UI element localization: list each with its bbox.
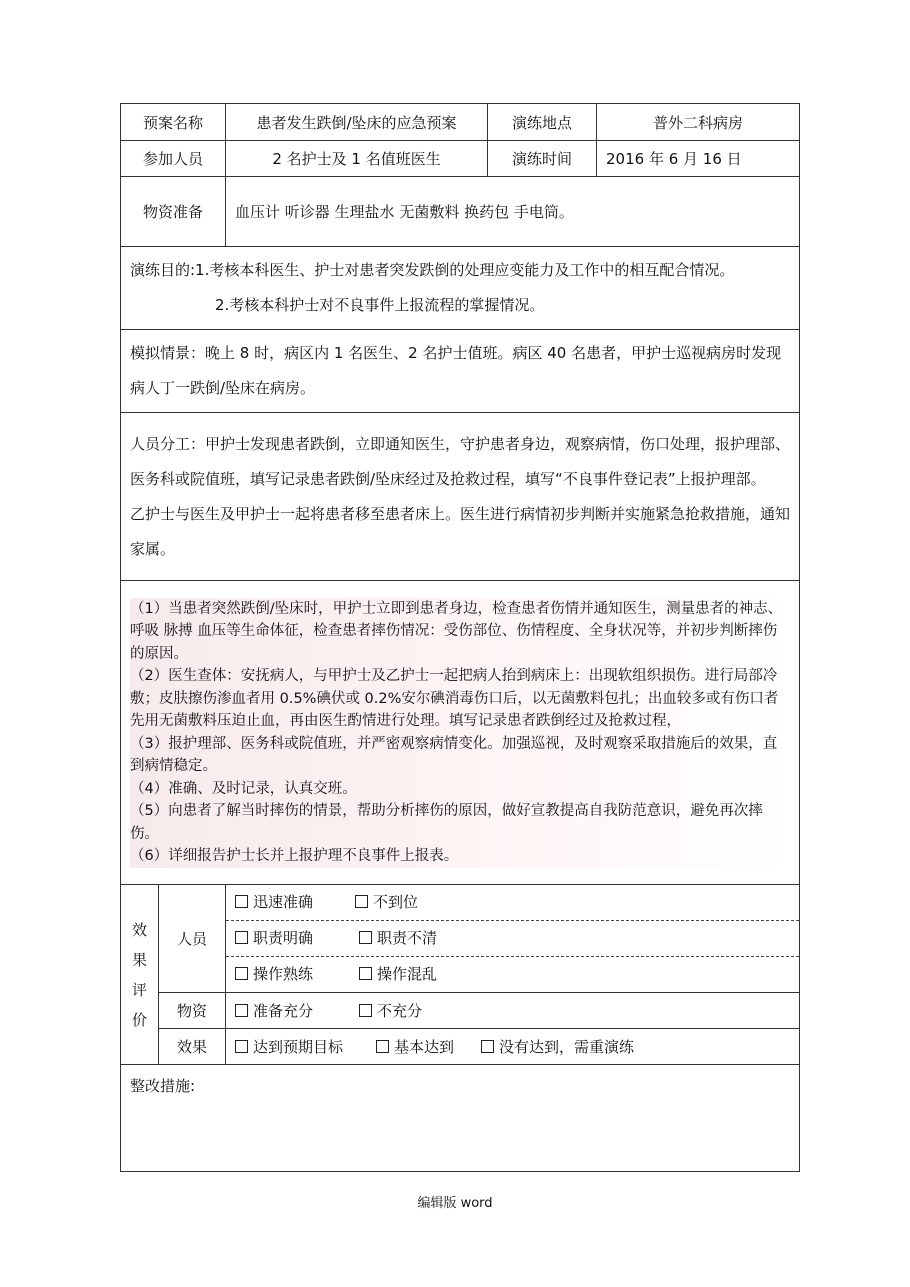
- checkbox[interactable]: [359, 931, 372, 944]
- checkbox[interactable]: [355, 895, 368, 908]
- plan-name-value: 患者发生跌倒/坠床的应急预案: [226, 104, 488, 141]
- checkbox[interactable]: [376, 1040, 389, 1053]
- personnel-options: [226, 885, 800, 993]
- participants-label: 参加人员: [121, 141, 226, 177]
- procedure-section: [121, 581, 800, 885]
- purpose-line-1: 演练目的:1.考核本科医生、护士对患者突发跌倒的处理应变能力及工作中的相互配合情况。: [130, 261, 735, 279]
- evaluation-vertical-label: 效 果 评 价: [121, 885, 159, 1065]
- materials-options: 准备充分 不充分: [226, 993, 800, 1029]
- time-value: 2016 年 6 月 16 日: [597, 141, 800, 177]
- checkbox[interactable]: [359, 967, 372, 980]
- scenario-section: 模拟情景：晚上 8 时，病区内 1 名医生、2 名护士值班。病区 40 名患者，甲护士巡视病房时发现病人丁一跌倒/坠床在病房。: [121, 330, 800, 413]
- drill-record-table: [120, 103, 800, 1172]
- personnel-row: 职责明确 职责不清: [226, 921, 799, 957]
- corrective-measures-label: 整改措施:: [130, 1077, 196, 1095]
- footer-text: 编辑版 word: [417, 1196, 493, 1211]
- checkbox[interactable]: [235, 1040, 248, 1053]
- evaluation-materials-label: 物资: [159, 993, 226, 1029]
- checkbox[interactable]: [235, 1004, 248, 1017]
- time-label: 演练时间: [488, 141, 597, 177]
- purpose-section: [121, 247, 800, 330]
- checkbox[interactable]: [235, 895, 248, 908]
- roles-paragraph-1: 人员分工：甲护士发现患者跌倒，立即通知医生，守护患者身边，观察病情，伤口处理，报护理部、医务科或院值班，填写记录患者跌倒/坠床经过及抢救过程，填写“不良事件登记表”上报护理部。: [130, 434, 791, 488]
- purpose-line-2: 2.考核本科护士对不良事件上报流程的掌握情况。: [215, 296, 545, 314]
- evaluation-effect-label: 效果: [159, 1029, 226, 1065]
- location-label: 演练地点: [488, 104, 597, 141]
- effect-options: 达到预期目标 基本达到 没有达到，需重演练: [226, 1029, 800, 1065]
- drill-record-sheet: [120, 103, 799, 1172]
- materials-value: 血压计 听诊器 生理盐水 无菌敷料 换药包 手电筒。: [226, 177, 800, 247]
- evaluation-personnel-label: 人员: [159, 885, 226, 993]
- location-value: 普外二科病房: [597, 104, 800, 141]
- checkbox[interactable]: [235, 931, 248, 944]
- roles-section: [121, 413, 800, 581]
- roles-paragraph-2: 乙护士与医生及甲护士一起将患者移至患者床上。医生进行病情初步判断并实施紧急抢救措施，通知家属。: [130, 504, 791, 558]
- participants-value: 2 名护士及 1 名值班医生: [226, 141, 488, 177]
- procedure-step-6: （6）详细报告护士长并上报护理不良事件上报表。: [130, 845, 790, 868]
- procedure-step-5: （5）向患者了解当时摔伤的情景，帮助分析摔伤的原因，做好宣教提高自我防范意识，避免再次摔伤。: [130, 800, 790, 845]
- materials-label: 物资准备: [121, 177, 226, 247]
- personnel-row: 操作熟练 操作混乱: [226, 957, 799, 992]
- procedure-step-1: （1）当患者突然跌倒/坠床时，甲护士立即到患者身边，检查患者伤情并通知医生，测量患者的神志、呼吸 脉搏 血压等生命体征，检查患者摔伤情况：受伤部位、伤情程度、全身状况等，并初步判断摔伤的原因。: [130, 598, 790, 666]
- procedure-step-2: （2）医生查体：安抚病人，与甲护士及乙护士一起把病人抬到病床上：出现软组织损伤。进行局部冷敷；皮肤擦伤渗血者用 0.5%碘伏或 0.2%安尔碘消毒伤口后，以无菌敷料包扎；出血较多或有伤口者先用无菌敷料压迫止血，再由医生酌情进行处理。填写记录患者跌倒经过及抢救过程，: [130, 665, 790, 733]
- personnel-row: 迅速准确 不到位: [226, 885, 799, 921]
- procedure-step-4: （4）准确、及时记录，认真交班。: [130, 778, 790, 801]
- corrective-measures-section: [121, 1065, 800, 1172]
- checkbox[interactable]: [235, 967, 248, 980]
- procedure-step-3: （3）报护理部、医务科或院值班，并严密观察病情变化。加强巡视，及时观察采取措施后的效果，直到病情稳定。: [130, 733, 790, 778]
- checkbox[interactable]: [481, 1040, 494, 1053]
- plan-name-label: 预案名称: [121, 104, 226, 141]
- checkbox[interactable]: [359, 1004, 372, 1017]
